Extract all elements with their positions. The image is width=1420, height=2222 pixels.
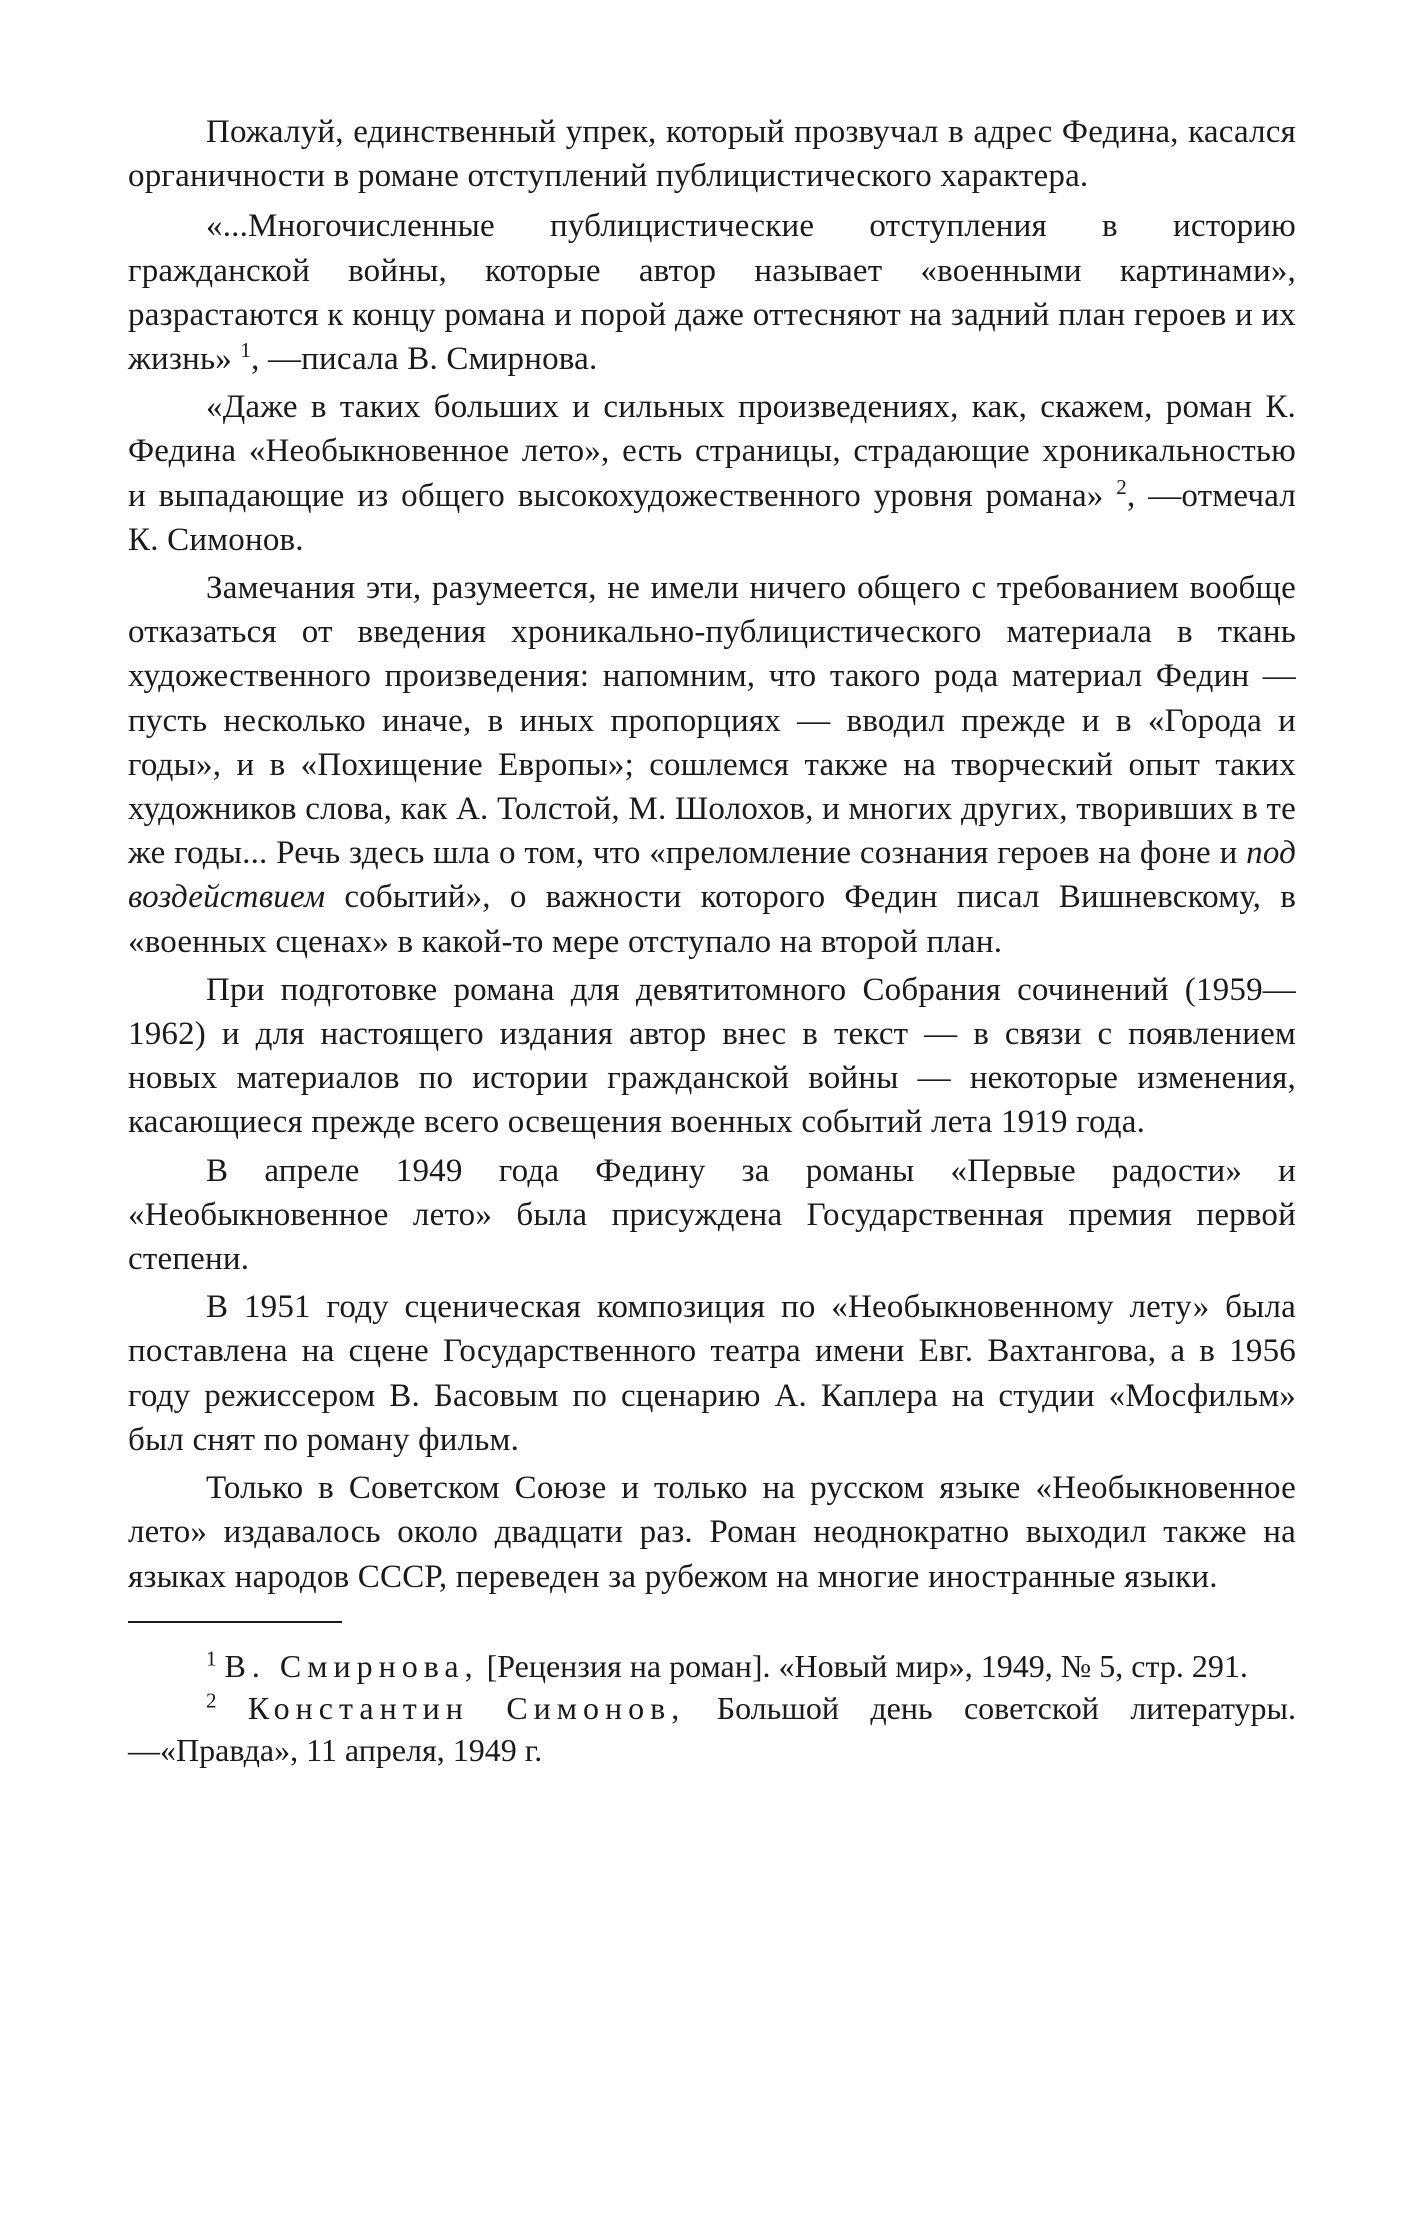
paragraph-text: В апреле 1949 года Федину за романы «Первые радости» и «Необыкновенное лето» была присуждена Государственная премия первой степени. — [128, 1152, 1296, 1278]
paragraph-text: «...Многочисленные публицистические отступления в историю гражданской войны, которые автор называет «военными картинами», разрастаются к концу романа и порой даже оттесняют на задний план героев и их жизнь» — [128, 208, 1296, 378]
footnote-ref[interactable]: 1 — [240, 338, 252, 363]
paragraph-text: «Даже в таких больших и сильных произведениях, как, скажем, роман К. Федина «Необыкновенное лето», есть страницы, страдающие хроникальностью и выпадающие из общего высокохудожественного уровня романа» — [128, 389, 1296, 514]
footnote-text: [Рецензия на роман]. «Новый мир», 1949, № 5, стр. 291. — [486, 1647, 1248, 1684]
paragraph-text: При подготовке романа для девятитомного Собрания сочинений (1959—1962) и для настоящего издания автор внес в текст — в связи с появлением новых материалов по истории гражданской войны — некоторые изменения, касающиеся прежде всего освещения военных событий лета 1919 года. — [128, 971, 1296, 1141]
footnote-mark: 1 — [206, 1646, 217, 1671]
book-page — [128, 110, 1296, 1771]
footnote — [128, 1687, 1296, 1771]
footnote — [128, 1645, 1296, 1687]
paragraph-text: Пожалуй, единственный упрек, который прозвучал в адрес Федина, касался органичности в романе отступлений публицистического характера. — [128, 114, 1296, 195]
paragraph-text: —писала В. Смирнова. — [267, 341, 598, 378]
paragraph-text: Только в Советском Союзе и только на русском языке «Необыкновенное лето» издавалось около двадцати раз. Роман неоднократно выходил также на языках народов СССР, переведен за рубежом на многие иностранные языки. — [128, 1470, 1296, 1595]
comma: , — [1126, 477, 1136, 514]
paragraph — [128, 1149, 1296, 1282]
paragraph-text: —отмечал К. Симонов. — [128, 477, 1297, 558]
paragraph — [128, 968, 1296, 1145]
paragraph — [128, 566, 1296, 964]
italic-phrase: под воздействием — [128, 835, 1296, 916]
footnote-ref[interactable]: 2 — [1116, 474, 1127, 499]
paragraph — [128, 385, 1296, 562]
footnote-mark: 2 — [206, 1688, 217, 1713]
paragraph-text: Замечания эти, разумеется, не имели ничего общего с требованием вообще отказаться от введения хроникально-публицистического материала в ткань художественного произведения: напомним, что такого рода материал Федин — пусть несколько иначе, в иных пропорциях — вводил прежде и в «Города и годы», и в «Похищение Европы»; сошлемся также на творческий опыт таких художников слова, как А. Толстой, М. Шолохов, и многих других, творивших в те же годы... Речь здесь шла о том, что «преломление сознания героев на фоне и — [128, 570, 1296, 872]
paragraph-text: событий», о важности которого Федин писал Вишневскому, в «военных сценах» в какой-то мере отступало на второй план. — [128, 879, 1296, 960]
comma: , — [251, 341, 260, 378]
paragraph — [128, 110, 1296, 198]
footnote-author: В. Смирнова, — [224, 1647, 479, 1684]
footnote-text: Большой день советской литературы. —«Правда», 11 апреля, 1949 г. — [128, 1689, 1297, 1768]
footnote-divider — [128, 1621, 342, 1623]
paragraph — [128, 1466, 1296, 1599]
paragraph — [128, 1285, 1296, 1462]
paragraph — [128, 204, 1296, 381]
paragraph-text: В 1951 году сценическая композиция по «Необыкновенному лету» была поставлена на сцене Государственного театра имени Евг. Вахтангова, а в 1956 году режиссером В. Басовым по сценарию А. Каплера на студии «Мосфильм» был снят по роману фильм. — [128, 1289, 1296, 1458]
footnote-author: Константин Симонов, — [247, 1689, 686, 1726]
